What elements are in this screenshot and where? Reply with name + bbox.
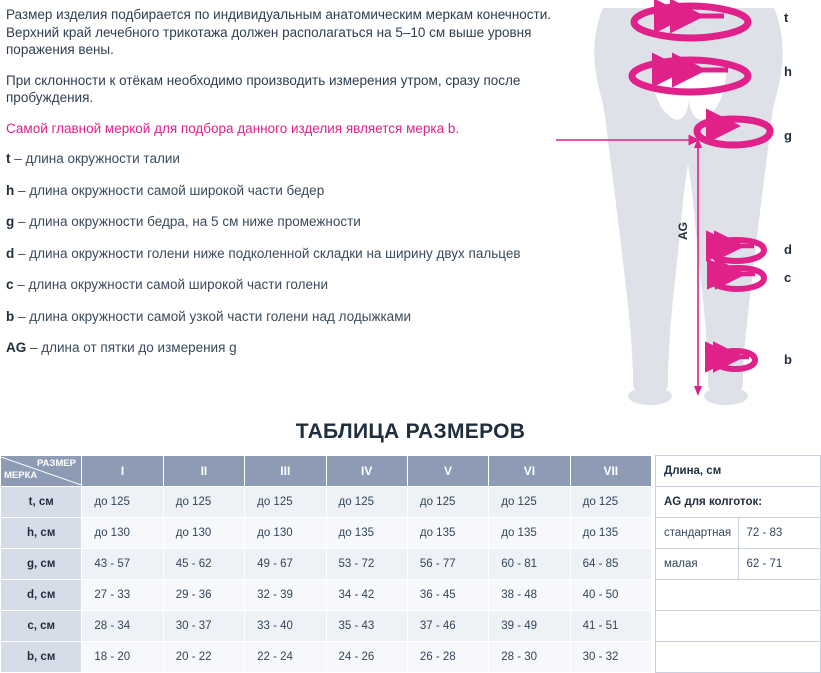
table-cell: до 125 (570, 487, 651, 518)
table-cell: 22 - 24 (245, 642, 326, 673)
table-row (656, 611, 821, 642)
table-row (1, 487, 652, 518)
table-row (1, 611, 652, 642)
legend-text-t: – длина окружности талии (10, 151, 180, 166)
illustration-label-d: d (784, 242, 792, 257)
legend-key-g: g (6, 214, 15, 229)
row-label: h, см (1, 518, 82, 549)
illustration-label-c: c (784, 270, 792, 285)
table-cell: 28 - 30 (489, 642, 570, 673)
row-label: d, см (1, 580, 82, 611)
table-row (1, 580, 652, 611)
table-cell: 53 - 72 (326, 549, 407, 580)
table-cell: 27 - 33 (82, 580, 163, 611)
table-cell: до 135 (407, 518, 488, 549)
size-column-header: I (82, 456, 163, 487)
table-cell: до 125 (82, 487, 163, 518)
size-table-title: ТАБЛИЦА РАЗМЕРОВ (295, 420, 526, 443)
table-cell: 28 - 34 (82, 611, 163, 642)
legs-illustration (556, 0, 821, 415)
table-cell: 45 - 62 (163, 549, 244, 580)
legend-key-b: b (6, 308, 15, 324)
table-cell: до 125 (163, 487, 244, 518)
table-cell: 30 - 32 (570, 642, 651, 673)
length-row-label: малая (656, 549, 739, 580)
size-column-header: III (245, 456, 326, 487)
table-cell: 26 - 28 (407, 642, 488, 673)
table-cell: 34 - 42 (326, 580, 407, 611)
table-cell: до 135 (489, 518, 570, 549)
table-cell: 36 - 45 (407, 580, 488, 611)
table-cell: 38 - 48 (489, 580, 570, 611)
table-cell: до 125 (407, 487, 488, 518)
length-row-label: стандартная (656, 518, 739, 549)
length-empty-cell (656, 580, 821, 611)
length-empty-cell (656, 642, 821, 673)
legend-item-t (6, 150, 554, 167)
intro-paragraph-2: При склонности к отёкам необходимо производить измерения утром, сразу после пробуждения. (6, 72, 521, 105)
legend-text-g: – длина окружности бедра, на 5 см ниже промежности (14, 214, 361, 229)
illustration-label-t: t (784, 10, 789, 25)
length-row-value: 62 - 71 (738, 549, 821, 580)
table-cell: 29 - 36 (163, 580, 244, 611)
table-cell: до 125 (326, 487, 407, 518)
length-table-header-row (656, 456, 821, 487)
illustration-label-h: h (784, 64, 792, 79)
legend-key-ag: AG (6, 340, 27, 355)
size-table (0, 455, 652, 673)
legend-item-d (6, 245, 554, 262)
size-table-head (1, 456, 652, 487)
legend-text-h: – длина окружности самой широкой части бедер (14, 182, 325, 198)
legend-item-c (6, 276, 554, 293)
row-label: t, см (1, 487, 82, 518)
length-table (655, 455, 821, 673)
legend-text-c: – длина окружности самой широкой части голени (13, 277, 328, 292)
table-cell: 20 - 22 (163, 642, 244, 673)
table-cell: 40 - 50 (570, 580, 651, 611)
legend-text-d: – длина окружности голени ниже подколенной складки на ширину двух пальцев (14, 245, 521, 261)
row-label: c, см (1, 611, 82, 642)
table-cell: 32 - 39 (245, 580, 326, 611)
legend-key-d: d (6, 245, 15, 261)
length-table-body (656, 487, 821, 673)
illustration-label-ag: AG (676, 222, 690, 240)
size-column-header: II (163, 456, 244, 487)
table-cell: 49 - 67 (245, 549, 326, 580)
table-cell: 37 - 46 (407, 611, 488, 642)
table-cell: до 130 (82, 518, 163, 549)
length-row-value: 72 - 83 (738, 518, 821, 549)
table-cell: 39 - 49 (489, 611, 570, 642)
size-column-header: VII (570, 456, 651, 487)
illustration-label-b: b (784, 352, 792, 367)
row-label: b, см (1, 642, 82, 673)
size-column-header: VI (489, 456, 570, 487)
table-cell: 56 - 77 (407, 549, 488, 580)
illustration-label-g: g (784, 128, 792, 143)
table-cell: 35 - 43 (326, 611, 407, 642)
tables-area (0, 455, 821, 673)
description-text-block (6, 6, 554, 371)
size-column-header: V (407, 456, 488, 487)
length-empty-cell (656, 611, 821, 642)
legs-diagram-svg (556, 0, 821, 415)
table-cell: до 130 (163, 518, 244, 549)
legend-key-t: t (6, 151, 11, 166)
length-table-header: Длина, см (656, 456, 821, 487)
table-cell: 33 - 40 (245, 611, 326, 642)
size-table-corner-cell (1, 456, 82, 487)
table-row (656, 487, 821, 518)
length-table-head (656, 456, 821, 487)
table-cell: до 125 (245, 487, 326, 518)
table-row (656, 549, 821, 580)
size-table-body (1, 487, 652, 673)
table-cell: до 135 (326, 518, 407, 549)
table-row (1, 518, 652, 549)
legend-key-c: c (6, 277, 14, 292)
table-cell: 30 - 37 (163, 611, 244, 642)
table-row (656, 580, 821, 611)
legend-text-ag: – длина от пятки до измерения g (26, 340, 237, 355)
intro-paragraph-accent: Самой главной меркой для подбора данного изделия является мерка b. (6, 120, 460, 136)
table-cell: до 135 (570, 518, 651, 549)
table-row (1, 642, 652, 673)
length-subheader: AG для колготок: (656, 487, 821, 518)
size-column-header: IV (326, 456, 407, 487)
table-cell: 43 - 57 (82, 549, 163, 580)
table-cell: до 130 (245, 518, 326, 549)
legend-key-h: h (6, 182, 15, 198)
table-cell: 64 - 85 (570, 549, 651, 580)
table-row (1, 549, 652, 580)
corner-measure-label: МЕРКА (4, 470, 38, 481)
intro-paragraph-1: Размер изделия подбирается по индивидуальным анатомическим меркам конечности. Верхний край лечебного трикотажа должен располагаться на 5–10 см выше уровня поражения вены. (6, 7, 552, 57)
table-cell: 41 - 51 (570, 611, 651, 642)
corner-size-label: РАЗМЕР (37, 458, 76, 469)
legend-item-ag (6, 339, 554, 356)
legend-item-h (6, 182, 554, 199)
table-row (656, 642, 821, 673)
table-cell: до 125 (489, 487, 570, 518)
table-cell: 60 - 81 (489, 549, 570, 580)
table-cell: 24 - 26 (326, 642, 407, 673)
row-label: g, см (1, 549, 82, 580)
legend-item-b (6, 308, 554, 325)
legend-text-b: – длина окружности самой узкой части голени над лодыжками (14, 308, 412, 324)
legend-item-g (6, 213, 554, 230)
size-table-header-row (1, 456, 652, 487)
table-cell: 18 - 20 (82, 642, 163, 673)
table-row (656, 518, 821, 549)
